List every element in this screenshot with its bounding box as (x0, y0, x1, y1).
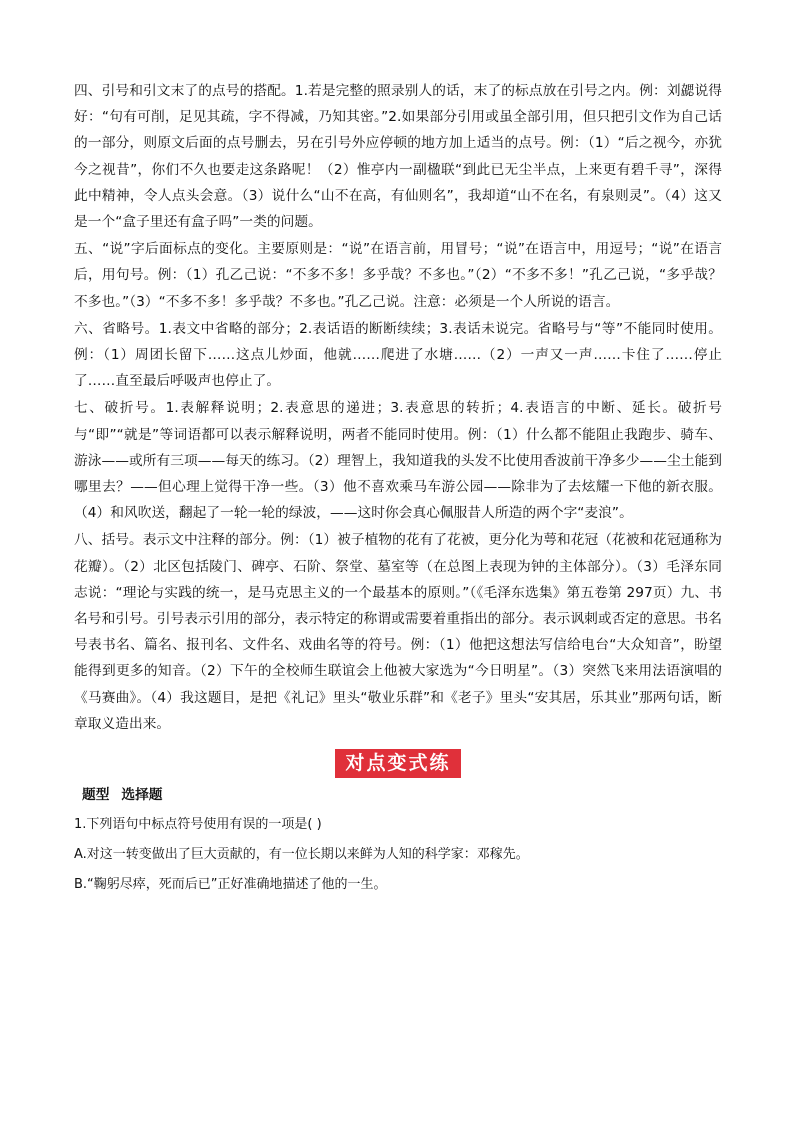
banner-wrap (74, 749, 722, 778)
section-quotes-punctuation: 四、引号和引文末了的点号的搭配。1.若是完整的照录别人的话，末了的标点放在引号之内。例：刘勰说得好：“句有可削，足见其疏，字不得减，乃知其密。”2.如果部分引用或虽全部引用，但只把引文作为自己话的一部分，则原文后面的点号删去，另在引号外应停顿的地方加上适当的点号。例：（1）“后之视今，亦犹今之视昔”，你们不久也要走这条路呢！（2）惟亭内一副楹联“到此已无尘半点，上来更有碧千寻”，深得此中精神，令人点头会意。（3）说什么“山不在高，有仙则名”，我却道“山不在名，有泉则灵”。（4）这又是一个“盒子里还有盒子吗”一类的问题。 (74, 83, 722, 231)
practice-banner: 对点变式练 (335, 749, 460, 778)
section-ellipsis: 六、省略号。1.表文中省略的部分；2.表话语的断断续续；3.表话未说完。省略号与“等”不能同时使用。例：（1）周团长留下……这点儿炒面，他就……爬进了水塘……（2）一声又一声……卡住了……停止了……直至最后呼吸声也停止了。 (74, 320, 722, 390)
question-stem: 1.下列语句中标点符号使用有误的一项是( ) (74, 817, 322, 833)
section-dash: 七、破折号。1.表解释说明；2.表意思的递进；3.表意思的转折；4.表语言的中断、延长。破折号与“即”“就是”等词语都可以表示解释说明，两者不能同时使用。例：（1）什么都不能阻止我跑步、骑车、游泳——或所有三项——每天的练习。（2）理智上，我知道我的头发不比使用香波前干净多少——尘土能到哪里去？——但心理上觉得干净一些。（3）他不喜欢乘马车游公园——除非为了去炫耀一下他的新衣服。（4）和风吹送，翻起了一轮一轮的绿波，——这时你会真心佩服昔人所造的两个字“麦浪”。 (74, 400, 722, 522)
option-a: A.对这一转变做出了巨大贡献的，有一位长期以来鲜为人知的科学家：邓稼先。 (74, 847, 529, 863)
question-type-label: 题型 (82, 787, 110, 804)
document-content (74, 78, 722, 902)
question-type-name: 选择题 (121, 787, 163, 804)
section-shuo-punctuation: 五、“说”字后面标点的变化。主要原则是：“说”在语言前，用冒号；“说”在语言中，用逗号；“说”在语言后，用句号。例：（1）孔乙己说：“不多不多！多乎哉？不多也。”（2）“不多不多！”孔乙己说，“多乎哉？不多也。”（3）“不多不多！多乎哉？不多也。”孔乙己说。注意：必须是一个人所说的语言。 (74, 241, 722, 310)
option-b: B.“鞠躬尽瘁，死而后已”正好准确地描述了他的一生。 (74, 877, 387, 893)
question-type-heading (82, 782, 722, 808)
section-brackets-and-title-marks: 八、括号。表示文中注释的部分。例：（1）被子植物的花有了花被，更分化为萼和花冠（花被和花冠通称为花瓣）。（2）北区包括陵门、碑亭、石阶、祭堂、墓室等（在总图上表现为钟的主体部分）。（3）毛泽东同志说：“理论与实践的统一，是马克思主义的一个最基本的原则。”（《毛泽东选集》第五卷第 297页）九、书名号和引号。引号表示引用的部分，表示特定的称谓或需要着重指出的部分。表示讽刺或否定的意思。书名号表书名、篇名、报刊名、文件名、戏曲名等的符号。例：（1）他把这想法写信给电台“大众知音”，盼望能得到更多的知音。（2）下午的全校师生联谊会上他被大家选为“今日明星”。（3）突然飞来用法语演唱的《马赛曲》。（4）我这题目，是把《礼记》里头“敬业乐群”和《老子》里头“安其居，乐其业”那两句话，断章取义造出来。 (74, 532, 722, 732)
